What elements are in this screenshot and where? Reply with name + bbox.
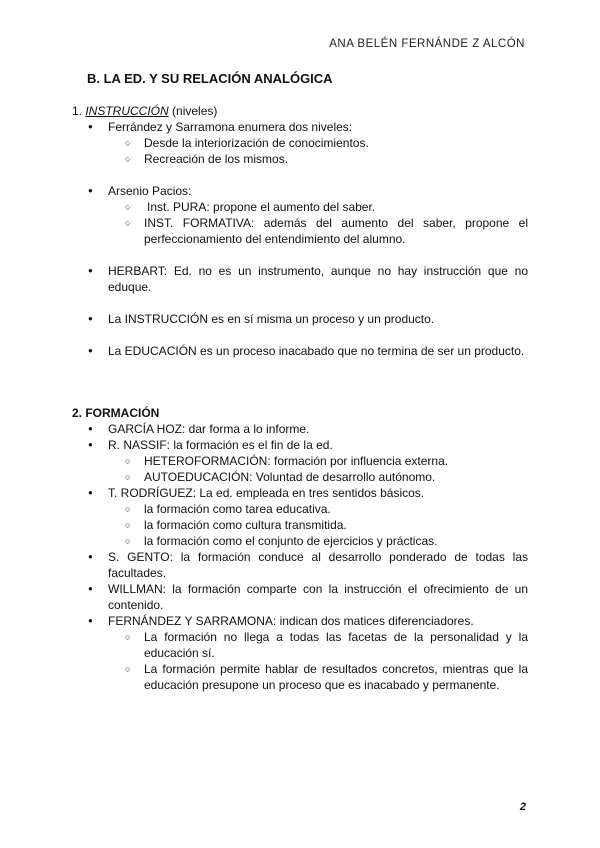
formacion-section bbox=[72, 405, 528, 693]
instruccion-list bbox=[72, 311, 528, 327]
sub-list bbox=[108, 453, 528, 485]
page-number: 2 bbox=[519, 801, 526, 813]
sub-list-item: ○ Desde la interiorización de conocimientos. bbox=[144, 135, 528, 151]
sub-list-item: ○ la formación como el conjunto de ejercicios y prácticas. bbox=[144, 533, 528, 549]
instruccion-list bbox=[72, 119, 528, 167]
list-item bbox=[108, 437, 528, 485]
sub-list-item: ○ AUTOEDUCACIÓN: Voluntad de desarrollo autónomo. bbox=[144, 469, 528, 485]
instruccion-heading bbox=[72, 103, 528, 119]
instruccion-section bbox=[72, 103, 528, 359]
list-item: ● WILLMAN: la formación comparte con la instrucción el ofrecimiento de un contenido. bbox=[108, 581, 528, 613]
sub-list bbox=[108, 199, 528, 247]
list-item: ● La EDUCACIÓN es un proceso inacabado que no termina de ser un producto. bbox=[108, 343, 528, 359]
list-item: ● GARCÍA HOZ: dar forma a lo informe. bbox=[108, 421, 528, 437]
instruccion-number: 1. bbox=[72, 104, 86, 118]
list-item bbox=[108, 119, 528, 167]
sub-list-item: ○ Inst. PURA: propone el aumento del saber. bbox=[144, 199, 528, 215]
sub-list-item: ○ HETEROFORMACIÓN: formación por influencia externa. bbox=[144, 453, 528, 469]
sub-list bbox=[108, 501, 528, 549]
list-item: ● HERBART: Ed. no es un instrumento, aunque no hay instrucción que no eduque. bbox=[108, 263, 528, 295]
sub-list bbox=[108, 135, 528, 167]
instruccion-list bbox=[72, 263, 528, 295]
instruccion-title: INSTRUCCIÓN bbox=[85, 104, 169, 118]
list-item-text: R. NASSIF: la formación es el fin de la ed. bbox=[108, 438, 333, 452]
sub-list-item: ○ la formación como tarea educativa. bbox=[144, 501, 528, 517]
list-item-text: Ferrández y Sarramona enumera dos niveles: bbox=[108, 120, 353, 134]
sub-list bbox=[108, 629, 528, 693]
list-item: ● S. GENTO: la formación conduce al desarrollo ponderado de todas las facultades. bbox=[108, 549, 528, 581]
list-item-text: T. RODRÍGUEZ: La ed. empleada en tres sentidos básicos. bbox=[108, 486, 425, 500]
list-item-text: FERNÁNDEZ Y SARRAMONA: indican dos matices diferenciadores. bbox=[108, 614, 474, 628]
list-item bbox=[108, 613, 528, 693]
instruccion-list bbox=[72, 343, 528, 359]
sub-list-item: ○ La formación permite hablar de resultados concretos, mientras que la educación presupone un proceso que es inacabado y permanente. bbox=[144, 661, 528, 693]
sub-list-item: ○ Recreación de los mismos. bbox=[144, 151, 528, 167]
header-author: ANA BELÉN FERNÁNDE Z ALCÓN bbox=[329, 38, 525, 50]
list-item bbox=[108, 485, 528, 549]
list-item bbox=[108, 183, 528, 247]
list-item: ● La INSTRUCCIÓN es en sí misma un proceso y un producto. bbox=[108, 311, 528, 327]
formacion-title: 2. FORMACIÓN bbox=[72, 406, 160, 420]
list-item-text: Arsenio Pacios: bbox=[108, 184, 192, 198]
section-title: B. LA ED. Y SU RELACIÓN ANALÓGICA bbox=[87, 71, 333, 86]
instruccion-suffix: (niveles) bbox=[168, 104, 218, 118]
formacion-list bbox=[72, 421, 528, 693]
instruccion-list bbox=[72, 183, 528, 247]
sub-list-item: ○ INST. FORMATIVA: además del aumento del saber, propone el perfeccionamiento del entendimiento del alumno. bbox=[144, 215, 528, 247]
sub-list-item: ○ La formación no llega a todas las facetas de la personalidad y la educación sí. bbox=[144, 629, 528, 661]
sub-list-item: ○ la formación como cultura transmitida. bbox=[144, 517, 528, 533]
